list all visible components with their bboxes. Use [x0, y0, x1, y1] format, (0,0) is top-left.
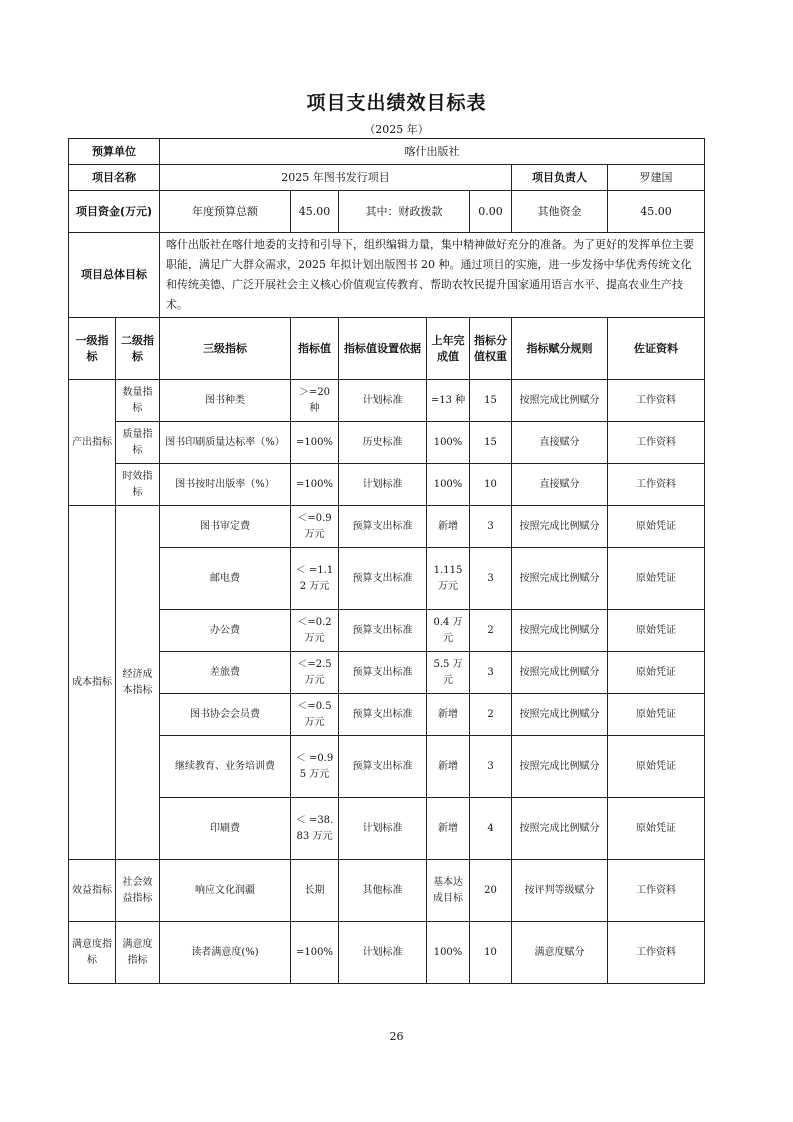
rule-cell: 按照完成比例赋分	[512, 506, 608, 548]
evidence-cell: 工作资料	[608, 380, 705, 422]
performance-table	[68, 138, 705, 984]
evidence-cell: 原始凭证	[608, 798, 705, 860]
col-prev: 上年完成值	[427, 318, 470, 380]
col-l3: 三级指标	[160, 318, 291, 380]
weight-cell: 15	[470, 422, 512, 464]
basis-cell: 计划标准	[339, 464, 427, 506]
l3-cell: 继续教育、业务培训费	[160, 736, 291, 798]
rule-cell: 按评判等级赋分	[512, 860, 608, 922]
table-row	[69, 860, 705, 922]
l1-cell: 效益指标	[69, 860, 116, 922]
value-cell: ＜=2.5 万元	[291, 652, 339, 694]
funds-row	[69, 191, 705, 233]
weight-cell: 3	[470, 506, 512, 548]
l3-cell: 图书协会会员费	[160, 694, 291, 736]
value-cell: ＜=0.2 万元	[291, 610, 339, 652]
value-cell: ＜ =1.12 万元	[291, 548, 339, 610]
evidence-cell: 工作资料	[608, 860, 705, 922]
l1-cell: 成本指标	[69, 506, 116, 860]
weight-cell: 2	[470, 694, 512, 736]
funds-label: 项目资金(万元)	[69, 191, 160, 233]
col-weight: 指标分值权重	[470, 318, 512, 380]
basis-cell: 预算支出标准	[339, 506, 427, 548]
annual-value: 45.00	[291, 191, 339, 233]
prev-cell: 1.115 万元	[427, 548, 470, 610]
value-cell: =100%	[291, 922, 339, 984]
fiscal-value: 0.00	[470, 191, 512, 233]
column-header-row	[69, 318, 705, 380]
value-cell: =100%	[291, 464, 339, 506]
table-row	[69, 380, 705, 422]
col-basis: 指标值设置依据	[339, 318, 427, 380]
value-cell: ＞=20 种	[291, 380, 339, 422]
rule-cell: 按照完成比例赋分	[512, 736, 608, 798]
value-cell: ＜ =0.95 万元	[291, 736, 339, 798]
l3-cell: 邮电费	[160, 548, 291, 610]
evidence-cell: 原始凭证	[608, 610, 705, 652]
weight-cell: 15	[470, 380, 512, 422]
l2-cell: 经济成本指标	[116, 506, 160, 860]
rule-cell: 按照完成比例赋分	[512, 548, 608, 610]
l1-cell: 产出指标	[69, 380, 116, 506]
l2-cell: 质量指标	[116, 422, 160, 464]
weight-cell: 10	[470, 922, 512, 984]
rule-cell: 直接赋分	[512, 464, 608, 506]
basis-cell: 预算支出标准	[339, 652, 427, 694]
col-l1: 一级指标	[69, 318, 116, 380]
weight-cell: 20	[470, 860, 512, 922]
table-row	[69, 610, 705, 652]
evidence-cell: 原始凭证	[608, 548, 705, 610]
value-cell: =100%	[291, 422, 339, 464]
rule-cell: 按照完成比例赋分	[512, 652, 608, 694]
weight-cell: 3	[470, 548, 512, 610]
prev-cell: 100%	[427, 464, 470, 506]
table-row	[69, 798, 705, 860]
evidence-cell: 原始凭证	[608, 652, 705, 694]
prev-cell: 基本达成目标	[427, 860, 470, 922]
l3-cell: 图书印刷质量达标率（%）	[160, 422, 291, 464]
prev-cell: 新增	[427, 694, 470, 736]
col-l2: 二级指标	[116, 318, 160, 380]
basis-cell: 计划标准	[339, 798, 427, 860]
rule-cell: 满意度赋分	[512, 922, 608, 984]
l2-cell: 时效指标	[116, 464, 160, 506]
basis-cell: 预算支出标准	[339, 548, 427, 610]
basis-cell: 计划标准	[339, 922, 427, 984]
evidence-cell: 原始凭证	[608, 736, 705, 798]
l2-cell: 满意度指标	[116, 922, 160, 984]
evidence-cell: 原始凭证	[608, 694, 705, 736]
prev-cell: 0.4 万元	[427, 610, 470, 652]
weight-cell: 3	[470, 652, 512, 694]
rule-cell: 直接赋分	[512, 422, 608, 464]
weight-cell: 4	[470, 798, 512, 860]
l2-cell: 数量指标	[116, 380, 160, 422]
prev-cell: =13 种	[427, 380, 470, 422]
value-cell: ＜=0.5 万元	[291, 694, 339, 736]
unit-value: 喀什出版社	[160, 139, 705, 165]
project-name-row	[69, 165, 705, 191]
col-value: 指标值	[291, 318, 339, 380]
weight-cell: 2	[470, 610, 512, 652]
table-row	[69, 922, 705, 984]
col-evidence: 佐证资料	[608, 318, 705, 380]
other-label: 其他资金	[512, 191, 608, 233]
page-number: 26	[389, 1030, 404, 1043]
table-row	[69, 652, 705, 694]
table-row	[69, 736, 705, 798]
l3-cell: 印刷费	[160, 798, 291, 860]
prev-cell: 5.5 万元	[427, 652, 470, 694]
basis-cell: 预算支出标准	[339, 694, 427, 736]
table-row	[69, 548, 705, 610]
value-cell: 长期	[291, 860, 339, 922]
col-rule: 指标赋分规则	[512, 318, 608, 380]
l3-cell: 图书按时出版率（%）	[160, 464, 291, 506]
goal-text: 喀什出版社在喀什地委的支持和引导下，组织编辑力量，集中精神做好充分的准备。为了更好的发挥单位主要职能，满足广大群众需求，2025 年拟计划出版图书 20 种。通过项目的实施，进一步发扬中华优秀传统文化和传统美德、广泛开展社会主义核心价值观宣传教育、帮助农牧民提升国家通用语言水平、提高农业生产技术。	[160, 233, 705, 318]
name-label: 项目名称	[69, 165, 160, 191]
rule-cell: 按照完成比例赋分	[512, 380, 608, 422]
table-row	[69, 694, 705, 736]
basis-cell: 历史标准	[339, 422, 427, 464]
goal-row	[69, 233, 705, 318]
weight-cell: 3	[470, 736, 512, 798]
evidence-cell: 工作资料	[608, 464, 705, 506]
basis-cell: 其他标准	[339, 860, 427, 922]
l3-cell: 响应文化润疆	[160, 860, 291, 922]
table-row	[69, 422, 705, 464]
rule-cell: 按照完成比例赋分	[512, 610, 608, 652]
owner-label: 项目负责人	[512, 165, 608, 191]
l2-cell: 社会效益指标	[116, 860, 160, 922]
prev-cell: 100%	[427, 922, 470, 984]
rule-cell: 按照完成比例赋分	[512, 798, 608, 860]
annual-label: 年度预算总额	[160, 191, 291, 233]
goal-label: 项目总体目标	[69, 233, 160, 318]
prev-cell: 100%	[427, 422, 470, 464]
basis-cell: 预算支出标准	[339, 610, 427, 652]
l1-cell: 满意度指标	[69, 922, 116, 984]
evidence-cell: 工作资料	[608, 922, 705, 984]
basis-cell: 计划标准	[339, 380, 427, 422]
evidence-cell: 工作资料	[608, 422, 705, 464]
rule-cell: 按照完成比例赋分	[512, 694, 608, 736]
basis-cell: 预算支出标准	[339, 736, 427, 798]
other-value: 45.00	[608, 191, 705, 233]
l3-cell: 图书种类	[160, 380, 291, 422]
page-title: 项目支出绩效目标表	[306, 92, 487, 114]
unit-row	[69, 139, 705, 165]
table-row	[69, 464, 705, 506]
owner-value: 罗建国	[608, 165, 705, 191]
year-subtitle: （2025 年）	[364, 123, 429, 136]
evidence-cell: 原始凭证	[608, 506, 705, 548]
l3-cell: 读者满意度(%)	[160, 922, 291, 984]
value-cell: ＜ =38.83 万元	[291, 798, 339, 860]
weight-cell: 10	[470, 464, 512, 506]
l3-cell: 差旅费	[160, 652, 291, 694]
prev-cell: 新增	[427, 506, 470, 548]
name-value: 2025 年图书发行项目	[160, 165, 512, 191]
l3-cell: 图书审定费	[160, 506, 291, 548]
value-cell: ＜=0.9 万元	[291, 506, 339, 548]
l3-cell: 办公费	[160, 610, 291, 652]
table-row	[69, 506, 705, 548]
prev-cell: 新增	[427, 798, 470, 860]
unit-label: 预算单位	[69, 139, 160, 165]
fiscal-label: 其中：财政拨款	[339, 191, 470, 233]
prev-cell: 新增	[427, 736, 470, 798]
